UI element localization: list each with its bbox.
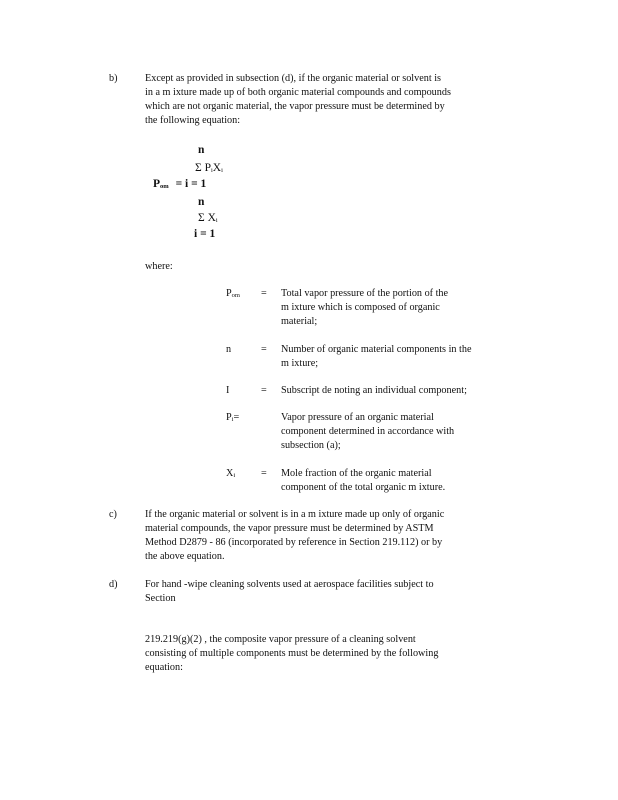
definition-symbol: $P_{om}$ <box>226 288 240 299</box>
numerator-sum: Σ $P_iX_i$ <box>195 162 223 174</box>
paragraph-line: equation: <box>145 662 183 673</box>
definition-text: Number of organic material components in the m ixture; <box>281 344 472 369</box>
paragraph-line: If the organic material or solvent is in a m ixture made up only of organic <box>145 509 445 520</box>
definition-equals: = <box>261 344 267 355</box>
lower-index: i = 1 <box>194 228 216 240</box>
item-label-d: d) <box>109 579 118 590</box>
paragraph-line: Method D2879 - 86 (incorporated by reference in Section 219.112) or by <box>145 537 443 548</box>
where-label: where: <box>145 261 173 272</box>
paragraph-line: For hand -wipe cleaning solvents used at aerospace facilities subject to <box>145 579 434 590</box>
paragraph-line: Section <box>145 593 176 604</box>
paragraph-b <box>145 72 515 128</box>
paragraph-line: 219.219(g)(2) , the composite vapor pressure of a cleaning solvent <box>145 634 416 645</box>
lower-limit-n: n <box>198 196 205 208</box>
definition-text: Vapor pressure of an organic material component determined in accordance with subsection (a); <box>281 412 455 451</box>
definition-equals: = <box>261 288 267 299</box>
paragraph-line: material compounds, the vapor pressure must be determined by ASTM <box>145 523 434 534</box>
paragraph-line: which are not organic material, the vapor pressure must be determined by <box>145 101 445 112</box>
paragraph-d <box>145 578 515 606</box>
paragraph-c <box>145 508 515 564</box>
definition-equals: = <box>261 468 267 479</box>
paragraph-d-continuation <box>145 633 515 675</box>
paragraph-line: Except as provided in subsection (d), if the organic material or solvent is <box>145 73 442 84</box>
paragraph-line: the above equation. <box>145 551 225 562</box>
definition-text: Mole fraction of the organic material component of the total organic m ixture. <box>281 468 446 493</box>
vapor-pressure-equation <box>150 142 270 242</box>
paragraph-line: in a m ixture made up of both organic material compounds and compounds <box>145 87 451 98</box>
paragraph-line: consisting of multiple components must be determined by the following <box>145 648 439 659</box>
definition-symbol: $P_i=$ <box>226 412 240 423</box>
definition-text: Subscript de noting an individual component; <box>281 385 467 396</box>
item-label-b: b) <box>109 73 118 84</box>
definition-symbol: I <box>226 385 230 396</box>
equation-lhs: $P_{om} = i = 1$ <box>153 178 207 190</box>
paragraph-line: the following equation: <box>145 115 241 126</box>
definition-symbol: $X_i$ <box>226 468 236 479</box>
definition-symbol: n <box>226 344 232 355</box>
item-label-c: c) <box>109 509 117 520</box>
denominator-sum: Σ $X_i$ <box>198 212 218 224</box>
definition-equals: = <box>261 385 267 396</box>
definition-text: Total vapor pressure of the portion of the m ixture which is composed of organic material; <box>281 288 449 327</box>
upper-limit-n: n <box>198 144 205 156</box>
